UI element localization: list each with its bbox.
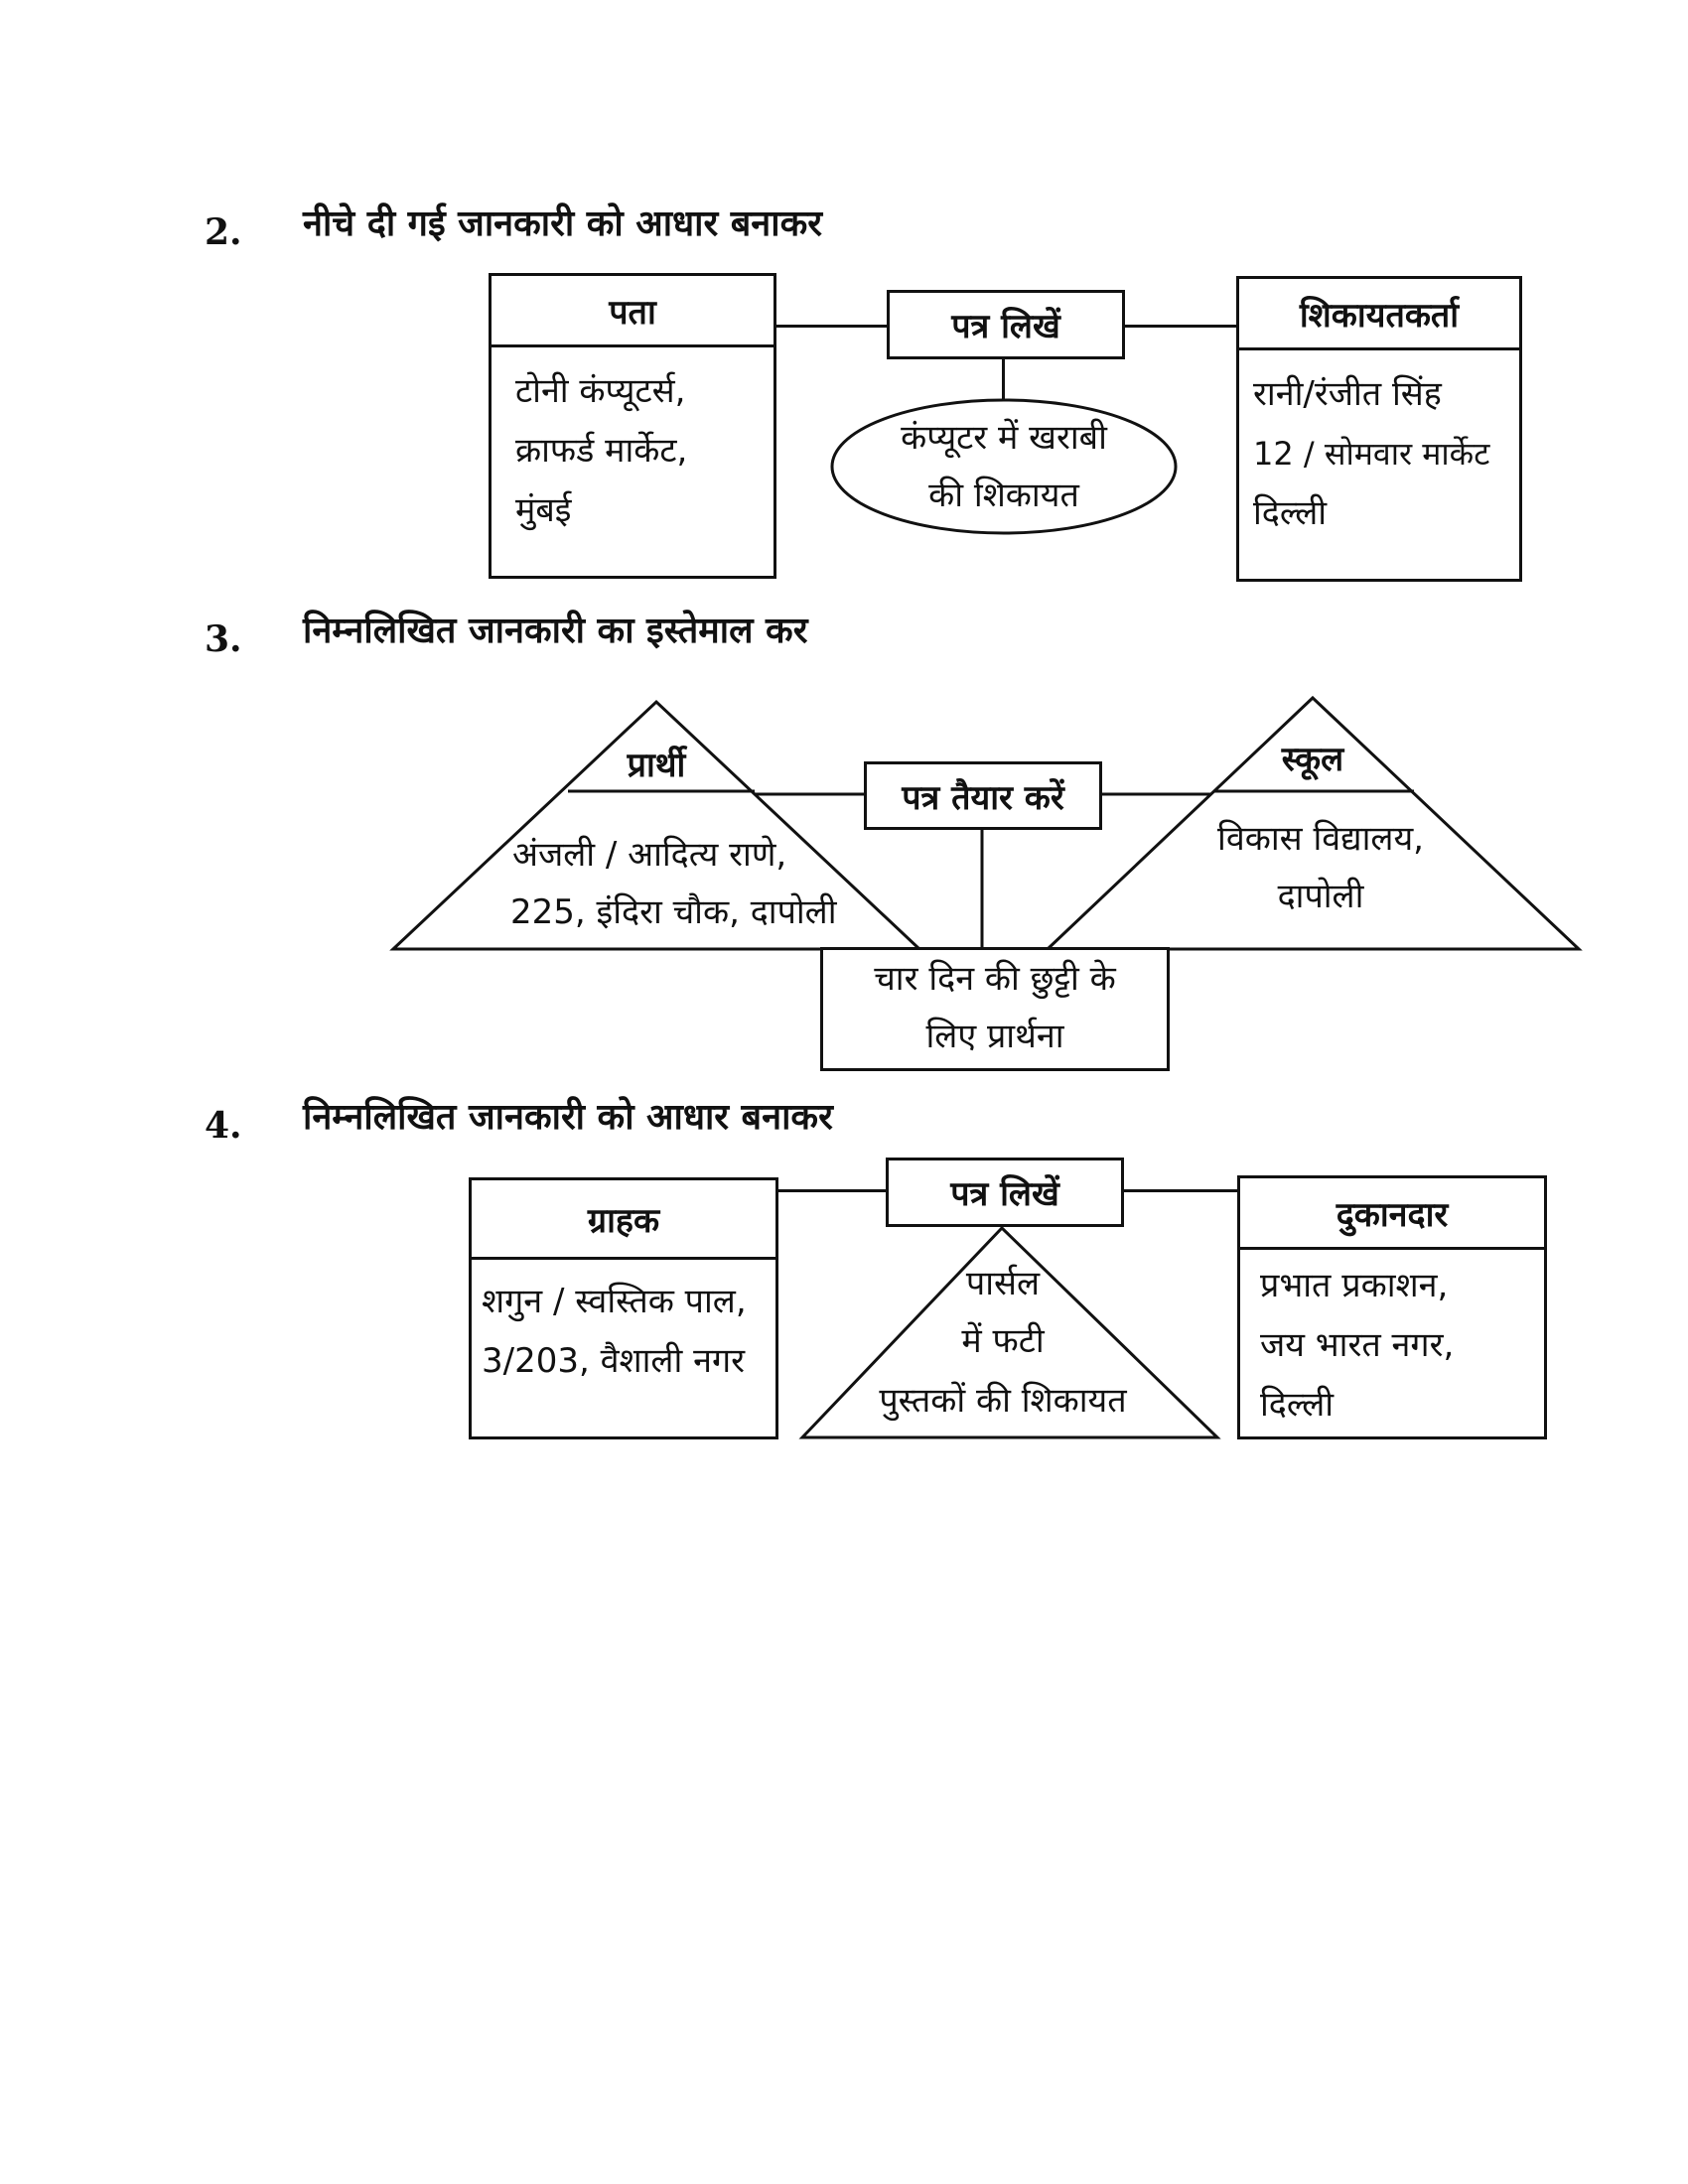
question-prompt: नीचे दी गई जानकारी को आधार बनाकर [303,204,822,244]
topic-line: लिए प्रार्थना [925,1017,1064,1056]
school-line: विकास विद्यालय, [1217,819,1424,859]
shopkeeper-box [1237,1175,1547,1439]
school-title: स्कूल [1281,740,1344,779]
address-line: टोनी कंप्यूटर्स, [515,371,686,411]
center-instruction-box: पत्र तैयार करें [864,761,1102,830]
box-title: दुकानदार [1240,1178,1544,1250]
topic-line: कंप्यूटर में खराबी [901,418,1107,458]
school-line: दापोली [1277,877,1364,916]
question-prompt: निम्नलिखित जानकारी का इस्तेमाल कर [303,611,808,651]
address-line: मुंबई [515,490,572,530]
shopkeeper-line: दिल्ली [1260,1385,1335,1425]
applicant-title: प्रार्थी [627,746,686,785]
customer-line: शगुन / स्वस्तिक पाल, [482,1282,747,1321]
customer-line: 3/203, वैशाली नगर [482,1341,746,1381]
shopkeeper-line: जय भारत नगर, [1260,1325,1455,1365]
topic-line: में फटी [961,1321,1045,1361]
applicant-line: 225, इंदिरा चौक, दापोली [510,892,837,932]
complainant-line: रानी/रंजीत सिंह [1253,374,1442,414]
shopkeeper-line: प्रभात प्रकाशन, [1260,1266,1449,1305]
applicant-line: अंजली / आदित्य राणे, [512,835,787,875]
box-title: ग्राहक [472,1180,775,1260]
topic-line: चार दिन की छुट्टी के [874,959,1116,999]
complainant-line: दिल्ली [1253,493,1328,533]
center-instruction-box: पत्र लिखें [887,290,1125,359]
address-line: क्राफर्ड मार्केट, [515,431,688,471]
question-number: 3. [205,618,242,660]
question-prompt: निम्नलिखित जानकारी को आधार बनाकर [303,1097,833,1138]
center-instruction-box: पत्र लिखें [886,1158,1124,1227]
box-title: पता [492,276,774,347]
complainant-line: 12 / सोमवार मार्केट [1253,435,1490,473]
topic-line: की शिकायत [928,476,1079,515]
box-title: शिकायतकर्ता [1239,279,1519,350]
question-number: 2. [205,211,242,253]
topic-line: पुस्तकों की शिकायत [879,1381,1127,1421]
question-number: 4. [205,1105,242,1147]
topic-line: पार्सल [965,1264,1041,1303]
